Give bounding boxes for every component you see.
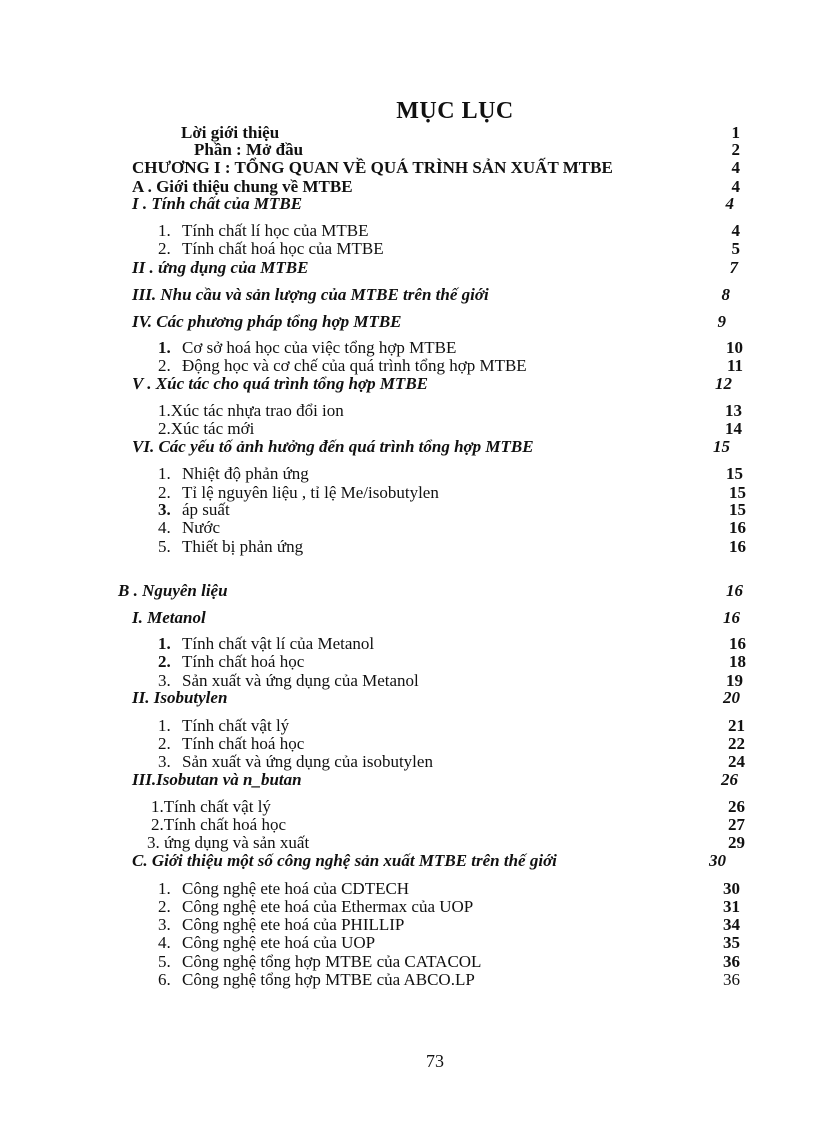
toc-entry-text: Nhiệt độ phản ứng	[182, 464, 309, 483]
toc-entry-page: 15	[729, 500, 746, 519]
toc-entry-page: 1	[731, 123, 740, 142]
toc-entry-text: IV. Các phương pháp tổng hợp MTBE	[132, 312, 402, 331]
toc-entry-num: 3.	[158, 500, 171, 519]
toc-entry-page: 30	[723, 879, 740, 898]
toc-entry-text: I. Metanol	[132, 608, 206, 627]
toc-entry-num: 1.	[158, 221, 171, 240]
toc-entry-text: 3. ứng dụng và sản xuất	[147, 833, 310, 852]
toc-entry-num: 4.	[158, 933, 171, 952]
toc-entry-page: 16	[729, 634, 746, 653]
toc-entry-text: Sản xuất và ứng dụng của isobutylen	[182, 752, 433, 771]
toc-entry-page: 4	[731, 221, 740, 240]
toc-entry-num: 4.	[158, 518, 171, 537]
toc-entry-num: 3.	[158, 752, 171, 771]
toc-entry-text: III. Nhu cầu và sản lượng của MTBE trên thế giới	[132, 285, 489, 304]
toc-entry-text: áp suất	[182, 500, 230, 519]
toc-entry-num: 2.	[158, 483, 171, 502]
toc-entry-page: 19	[726, 671, 743, 690]
toc-entry-page: 12	[715, 374, 732, 393]
toc-entry-text: Tính chất vật lí của Metanol	[182, 634, 375, 653]
toc-entry-page: 15	[729, 483, 746, 502]
toc-entry-page: 8	[721, 285, 730, 304]
toc-entry-text: Tính chất hoá học	[182, 734, 305, 753]
toc-entry-text: Cơ sở hoá học của việc tổng hợp MTBE	[182, 338, 457, 357]
toc-entry-num: 1.	[158, 464, 171, 483]
toc-entry-num: 2.	[158, 356, 171, 375]
toc-entry-page: 15	[726, 464, 743, 483]
toc-entry-num: 2.	[158, 239, 171, 258]
toc-entry-text: Nước	[182, 518, 221, 537]
toc-entry-text: VI. Các yếu tố ảnh hưởng đến quá trình tổng hợp MTBE	[132, 437, 534, 456]
toc-entry-page: 34	[723, 915, 740, 934]
toc-entry-page: 27	[728, 815, 745, 834]
toc-entry-page: 24	[728, 752, 745, 771]
toc-entry-page: 36	[723, 952, 740, 971]
toc-entry-page: 18	[729, 652, 746, 671]
toc-entry-num: 2.	[158, 897, 171, 916]
toc-entry-page: 16	[723, 608, 740, 627]
toc-entry-num: 5.	[158, 952, 171, 971]
toc-entry-page: 11	[726, 356, 743, 375]
toc-entry-num: 1.	[158, 634, 171, 653]
toc-entry-text: B . Nguyên liệu	[118, 581, 228, 600]
toc-entry-num: 1.	[158, 338, 171, 357]
toc-entry-text: Tỉ lệ nguyên liệu , tỉ lệ Me/isobutylen	[182, 483, 439, 502]
toc-entry-text: V . Xúc tác cho quá trình tổng hợp MTBE	[132, 374, 428, 393]
toc-entry-page: 31	[723, 897, 740, 916]
toc-entry-num: 2.	[158, 734, 171, 753]
toc-entry-text: Tính chất hoá học	[182, 652, 305, 671]
toc-entry-page: 10	[726, 338, 743, 357]
toc-entry-page: 16	[726, 581, 743, 600]
toc-entry-page: 5	[731, 239, 740, 258]
toc-entry-page: 4	[725, 194, 734, 213]
toc-entry-text: Công nghệ ete hoá của CDTECH	[182, 879, 410, 898]
toc-entry-page: 16	[729, 518, 746, 537]
toc-entry-text: C. Giới thiệu một số công nghệ sản xuất MTBE trên thế giới	[132, 851, 557, 870]
toc-entry-num: 2.	[158, 652, 171, 671]
toc-entry-text: Động học và cơ chế của quá trình tổng hợp MTBE	[182, 356, 527, 375]
toc-entry-text: Tính chất hoá học của MTBE	[182, 239, 384, 258]
toc-entry-page: 2	[731, 140, 740, 159]
toc-entry-page: 7	[729, 258, 738, 277]
toc-entry-page: 26	[721, 770, 738, 789]
toc-entry-page: 26	[728, 797, 745, 816]
toc-entry-text: CHƯƠNG I : TỔNG QUAN VỀ QUÁ TRÌNH SẢN XUẤT MTBE	[132, 158, 613, 177]
toc-entry-page: 21	[728, 716, 745, 735]
toc-entry-text: II . ứng dụng của MTBE	[132, 258, 309, 277]
toc-entry-text: 2.Xúc tác mới	[158, 419, 255, 438]
toc-entry-text: 1.Xúc tác nhựa trao đổi ion	[158, 401, 344, 420]
toc-entry-text: Phần : Mở đầu	[194, 140, 304, 159]
toc-entry-text: Thiết bị phản ứng	[182, 537, 304, 556]
toc-entry-text: Công nghệ ete hoá của PHILLIP	[182, 915, 405, 934]
toc-entry-num: 1.	[158, 716, 171, 735]
toc-entry-page: 22	[728, 734, 745, 753]
toc-entry-num: 5.	[158, 537, 171, 556]
toc-entry-text: I . Tính chất của MTBE	[132, 194, 303, 213]
toc-entry-page: 30	[709, 851, 726, 870]
toc-entry-text: Công nghệ tổng hợp MTBE của CATACOL	[182, 952, 482, 971]
toc-entry-page: 4	[731, 177, 740, 196]
page-title: MỤC LỤC	[396, 98, 514, 124]
toc-entry-text: Công nghệ ete hoá của Ethermax của UOP	[182, 897, 474, 916]
toc-entry-text: Tính chất lí học của MTBE	[182, 221, 369, 240]
toc-entry-text: III.Isobutan và n_butan	[132, 770, 302, 789]
toc-entry-text: A . Giới thiệu chung về MTBE	[132, 177, 353, 196]
toc-entry-page: 15	[713, 437, 730, 456]
toc-entry-page: 29	[728, 833, 745, 852]
toc-entry-text: 1.Tính chất vật lý	[151, 797, 271, 816]
toc-entry-page: 4	[731, 158, 740, 177]
toc-entry-page: 36	[723, 970, 740, 989]
toc-entry-page: 35	[723, 933, 740, 952]
toc-entry-page: 16	[729, 537, 746, 556]
toc-entry-text: Công nghệ tổng hợp MTBE của ABCO.LP	[182, 970, 475, 989]
toc-entry-text: Công nghệ ete hoá của UOP	[182, 933, 376, 952]
toc-entry-num: 3.	[158, 915, 171, 934]
toc-entry-page: 9	[717, 312, 726, 331]
toc-entry-num: 1.	[158, 879, 171, 898]
toc-entry-text: Tính chất vật lý	[182, 716, 290, 735]
toc-entry-page: 20	[723, 688, 740, 707]
toc-entry-text: Lời giới thiệu	[181, 123, 280, 142]
toc-entry-num: 6.	[158, 970, 171, 989]
toc-entry-text: 2.Tính chất hoá học	[151, 815, 287, 834]
toc-entry-text: Sản xuất và ứng dụng của Metanol	[182, 671, 419, 690]
toc-entry-page: 14	[725, 419, 742, 438]
toc-entry-text: II. Isobutylen	[132, 688, 228, 707]
toc-entry-page: 13	[725, 401, 742, 420]
toc-entry-num: 3.	[158, 671, 171, 690]
page-number: 73	[426, 1051, 444, 1071]
